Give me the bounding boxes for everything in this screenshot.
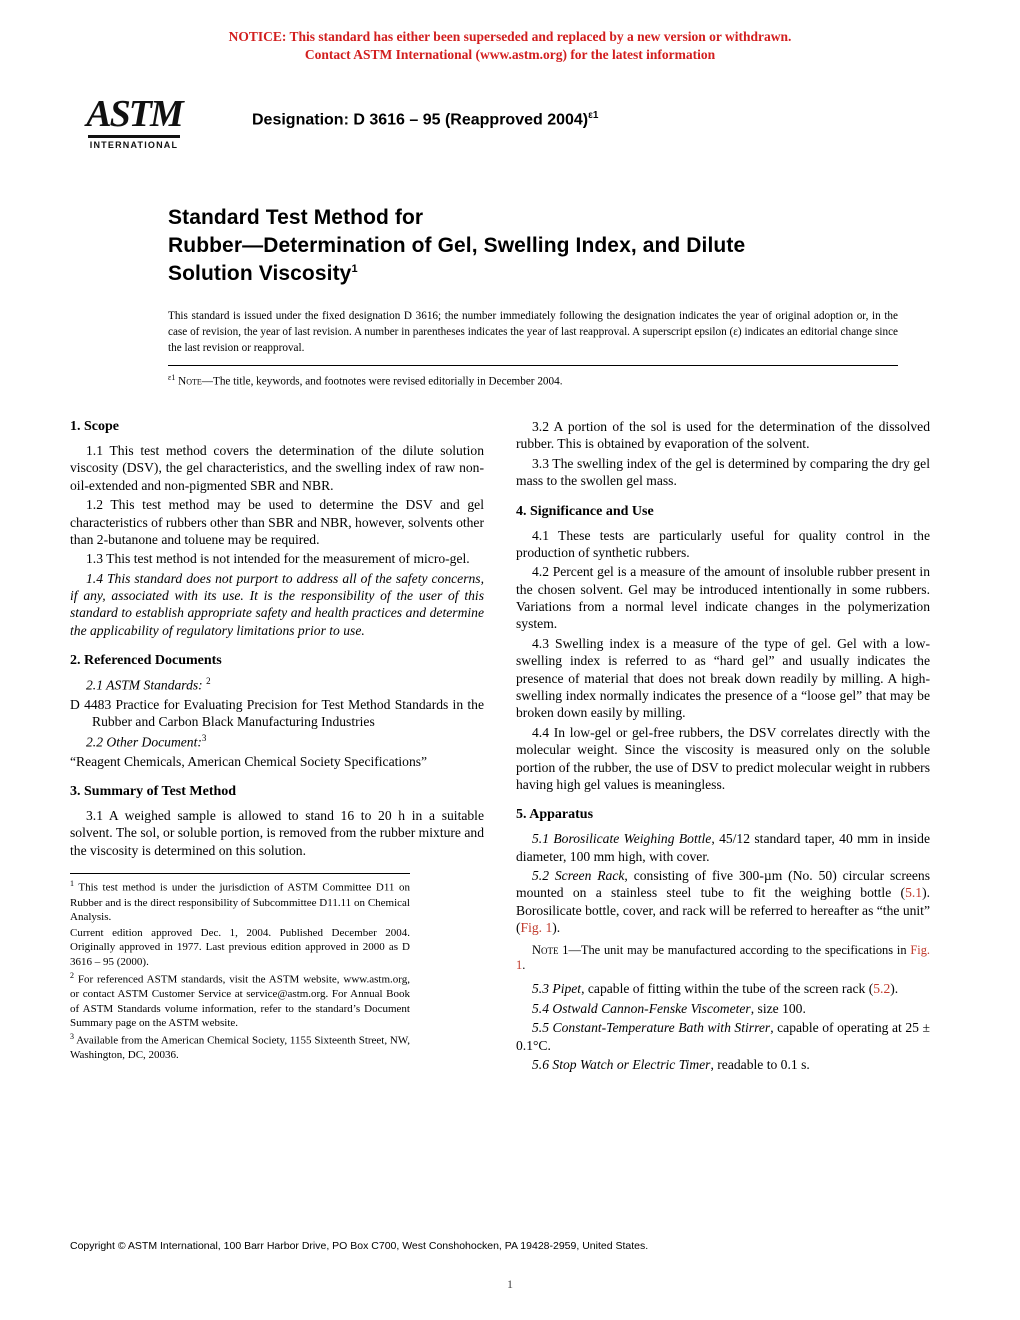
footnote-2 — [70, 971, 410, 1031]
paragraph-5-3 — [516, 980, 930, 997]
paragraph-3-3: 3.3 The swelling index of the gel is determined by comparing the dry gel mass to the swollen gel mass. — [516, 455, 930, 489]
apparatus-5-2-label: 5.2 Screen Rack — [532, 868, 625, 884]
cross-reference-fig-1[interactable]: Fig. 1 — [520, 920, 553, 936]
note-1-label: Note — [532, 942, 559, 957]
page-title — [168, 204, 948, 287]
apparatus-5-5-label: 5.5 Constant-Temperature Bath with Stirrer — [532, 1020, 771, 1036]
paragraph-4-1: 4.1 These tests are particularly useful for quality control in the production of synthetic rubbers. — [516, 527, 930, 560]
body-columns — [70, 418, 950, 1075]
other-document-label: 2.2 Other Document: — [86, 734, 202, 750]
note-1-cross-reference-fig-1[interactable]: Fig. 1 — [516, 942, 930, 973]
title-line-3-text: Solution Viscosity — [168, 261, 352, 285]
title-line-3 — [168, 260, 948, 288]
apparatus-5-3-text-b: ). — [890, 981, 899, 997]
apparatus-5-3-text-a: , capable of fitting within the tube of the screen rack ( — [581, 981, 874, 997]
paragraph-2-2 — [70, 733, 484, 751]
epsilon-note-label: Note — [178, 376, 202, 389]
astm-standards-footnote-marker: 2 — [206, 676, 211, 687]
paragraph-1-3: 1.3 This test method is not intended for the measurement of micro-gel. — [86, 551, 470, 567]
footnote-1-text: This test method is under the jurisdiction of ASTM Committee D11 on Rubber and is the direct responsibility of Subcommittee D11.11 on Chemical Analysis. — [70, 881, 410, 924]
apparatus-5-2-text-b: ). Borosilicate bottle, cover, and rack will be referred to hereafter as “the unit” ( — [516, 885, 930, 936]
notice-line-2: Contact ASTM International (www.astm.org) for the latest information — [304, 47, 716, 63]
footnote-2-text: For referenced ASTM standards, visit the ASTM website, www.astm.org, or contact ASTM Customer Service at service@astm.org. For Annual Book of ASTM Standards volume information, refer to the standard’s Document Summary page on the ASTM website. — [70, 973, 411, 1030]
epsilon-note-text: —The title, keywords, and footnotes were revised editorially in December 2004. — [201, 376, 563, 389]
paragraph-5-4 — [516, 1000, 930, 1017]
footnote-edition-text: Current edition approved Dec. 1, 2004. Published December 2004. Originally approved in 1977. Last previous edition approved in 2000 as D 3616 – 95 (2000). — [70, 926, 410, 969]
cross-reference-5-2[interactable]: 5.2 — [873, 981, 891, 997]
title-footnote-marker: 1 — [351, 262, 358, 275]
paragraph-1-1: 1.1 This test method covers the determination of the dilute solution viscosity (DSV), the gel characteristics, and the swelling index of raw non-oil-extended and non-pigmented SBR and NBR. — [70, 442, 484, 493]
note-1-text-b: . — [522, 958, 526, 973]
designation-superscript: ε1 — [588, 110, 599, 122]
other-document-reference: “Reagent Chemicals, American Chemical Society Specifications” — [70, 753, 428, 769]
section-heading-summary: 3. Summary of Test Method — [70, 784, 237, 800]
designation-text: Designation: D 3616 – 95 (Reapproved 2004) — [252, 111, 589, 129]
paragraph-1-4: 1.4 This standard does not purport to address all of the safety concerns, if any, associated with its use. It is the responsibility of the user of this standard to establish appropriate safety and health practices and determine the applicability of regulatory limitations prior to use. — [70, 570, 484, 638]
apparatus-5-2-text-a: , consisting of five 300-µm (No. 50) circular screens mounted on a stainless steel tube to fit the weighing bottle ( — [516, 868, 931, 901]
paragraph-5-2 — [516, 867, 930, 937]
footnote-edition — [70, 926, 410, 970]
apparatus-5-1-text: , 45/12 standard taper, 40 mm in inside diameter, 100 mm high, with cover. — [516, 831, 930, 864]
note-1-text-a: 1—The unit may be manufactured according to the specifications in — [558, 942, 911, 957]
apparatus-5-2-text-c: ). — [552, 920, 561, 936]
paragraph-5-5 — [516, 1019, 930, 1054]
astm-logo-mark: ASTM — [86, 93, 182, 136]
astm-standards-label: 2.1 ASTM Standards: — [86, 677, 203, 693]
paragraph-5-6 — [516, 1056, 930, 1073]
paragraph-5-1 — [516, 830, 930, 865]
header-divider — [168, 365, 898, 366]
paragraph-1-2: 1.2 This test method may be used to determine the DSV and gel characteristics of rubbers other than SBR and NBR, however, solvents other than 2-butanone and toluene may be required. — [70, 497, 484, 547]
issued-statement: This standard is issued under the fixed designation D 3616; the number immediately following the designation indicates the year of original adoption or, in the case of revision, the year of last revision. A number in parentheses indicates the year of last reapproval. A superscript epsilon (ε) indicates an editorial change since the last revision or reapproval. — [168, 309, 898, 355]
title-block — [168, 204, 948, 388]
note-1 — [516, 943, 930, 975]
referenced-standard-d4483: D 4483 Practice for Evaluating Precision for Test Method Standards in the Rubber and Carbon Black Manufacturing Industries — [70, 697, 484, 730]
astm-logo-subtitle: INTERNATIONAL — [89, 140, 179, 151]
footnote-3-marker: 3 — [70, 1031, 74, 1041]
logo-divider — [88, 135, 180, 138]
apparatus-5-5-text: , capable of operating at 25 ± 0.1°C. — [516, 1020, 930, 1053]
footnote-3-text: Available from the American Chemical Society, 1155 Sixteenth Street, NW, Washington, DC, 20036. — [70, 1034, 410, 1062]
right-column — [516, 418, 930, 1075]
astm-logo — [84, 94, 184, 150]
other-document-footnote-marker: 3 — [201, 732, 207, 743]
section-heading-referenced-documents: 2. Referenced Documents — [70, 653, 222, 669]
footnotes-block — [70, 873, 410, 1062]
apparatus-5-6-text: , readable to 0.1 s. — [710, 1056, 810, 1072]
paragraph-3-1: 3.1 A weighed sample is allowed to stand 16 to 20 h in a suitable solvent. The sol, or soluble portion, is removed from the rubber mixture and the viscosity is determined on this solution. — [70, 808, 484, 858]
withdrawn-notice — [70, 28, 950, 64]
paragraph-3-2: 3.2 A portion of the sol is used for the determination of the dissolved rubber. This is obtained by evaporation of the solvent. — [516, 419, 930, 452]
notice-line-1: NOTICE: This standard has either been superseded and replaced by a new version or withdrawn. — [228, 29, 792, 44]
footnote-3 — [70, 1032, 410, 1063]
title-line-1: Standard Test Method for — [168, 206, 424, 230]
paragraph-4-4: 4.4 In low-gel or gel-free rubbers, the DSV correlates directly with the molecular weight. Since the viscosity is measured only on the soluble portion of the rubber, the use of DSV to predict molecular weight in rubbers having high gel values is meaningless. — [516, 724, 930, 792]
section-heading-scope: 1. Scope — [70, 419, 119, 435]
paragraph-2-1 — [70, 676, 484, 694]
section-heading-apparatus: 5. Apparatus — [516, 807, 594, 823]
document-header — [70, 94, 950, 180]
footnote-2-marker: 2 — [70, 970, 74, 980]
apparatus-5-3-label: 5.3 Pipet — [532, 981, 582, 997]
apparatus-5-6-label: 5.6 Stop Watch or Electric Timer — [532, 1056, 711, 1072]
section-heading-significance: 4. Significance and Use — [516, 503, 654, 519]
footnote-1 — [70, 879, 410, 925]
apparatus-5-4-text: , size 100. — [750, 1000, 806, 1016]
designation-line — [252, 110, 598, 129]
page-number: 1 — [507, 1277, 513, 1291]
left-column — [70, 418, 484, 1075]
apparatus-5-1-label: 5.1 Borosilicate Weighing Bottle — [532, 831, 712, 847]
epsilon-note-marker: ε1 — [168, 373, 176, 383]
copyright-line: Copyright © ASTM International, 100 Barr Harbor Drive, PO Box C700, West Conshohocken, PA 19428-2959, United States. — [70, 1240, 649, 1252]
cross-reference-5-1[interactable]: 5.1 — [905, 885, 923, 901]
title-line-2: Rubber—Determination of Gel, Swelling Index, and Dilute — [168, 234, 746, 258]
epsilon-note — [168, 373, 898, 388]
footnote-1-marker: 1 — [70, 879, 74, 889]
paragraph-4-3: 4.3 Swelling index is a measure of the type of gel. Gel with a low-swelling index is referred to as “hard gel” and usually indicates the presence of material that does not break down readily by milling. A high-swelling index normally indicates the presence of a “loose gel” that may be broken down easily by milling. — [516, 635, 930, 721]
paragraph-4-2: 4.2 Percent gel is a measure of the amount of insoluble rubber present in the chosen solvent. Gel may be introduced intentionally in some rubbers. Variations from a normal level indicate changes in the polymerization system. — [516, 564, 930, 632]
apparatus-5-4-label: 5.4 Ostwald Cannon-Fenske Viscometer — [532, 1000, 751, 1016]
